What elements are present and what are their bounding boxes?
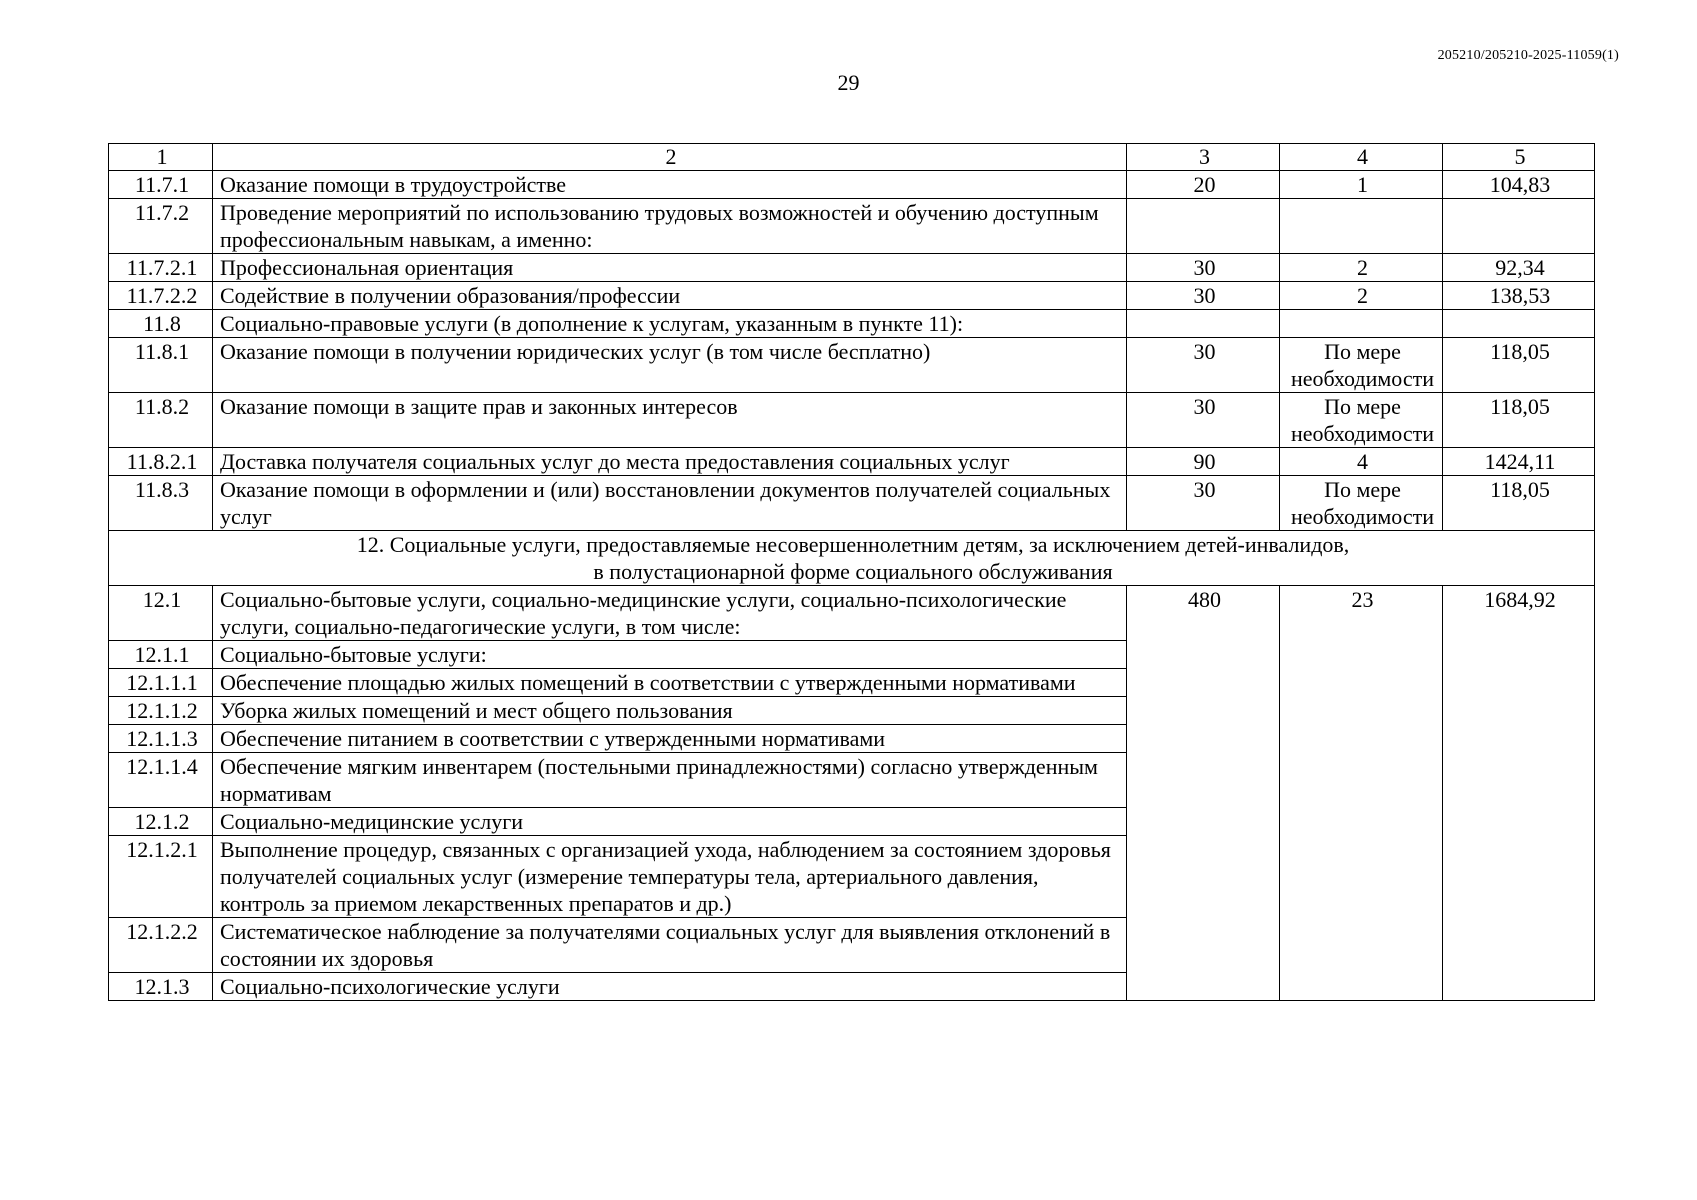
section-header-row xyxy=(109,531,1595,586)
row-col4-value: По мере необходимости xyxy=(1280,476,1443,531)
row-col4-value xyxy=(1280,199,1443,254)
row-col4-value: По мере необходимости xyxy=(1280,393,1443,448)
group-col3-value: 480 xyxy=(1127,586,1280,1001)
row-name: Социально-бытовые услуги: xyxy=(213,641,1127,669)
column-number: 2 xyxy=(213,144,1127,171)
row-name: Социально-правовые услуги (в дополнение к услугам, указанным в пункте 11): xyxy=(213,310,1127,338)
row-code: 12.1.2 xyxy=(109,808,213,836)
section-title-line: 12. Социальные услуги, предоставляемые несовершеннолетним детям, за исключением детей-инвалидов, xyxy=(356,532,1350,557)
column-number: 4 xyxy=(1280,144,1443,171)
row-name: Уборка жилых помещений и мест общего пользования xyxy=(213,697,1127,725)
row-col5-value: 138,53 xyxy=(1443,282,1595,310)
row-name: Обеспечение площадью жилых помещений в соответствии с утвержденными нормативами xyxy=(213,669,1127,697)
section-title xyxy=(109,531,1595,586)
row-code: 11.8 xyxy=(109,310,213,338)
group-col5-value: 1684,92 xyxy=(1443,586,1595,1001)
row-code: 12.1.1.3 xyxy=(109,725,213,753)
column-number: 3 xyxy=(1127,144,1280,171)
row-code: 11.7.2.1 xyxy=(109,254,213,282)
section-title-line: в полустационарной форме социального обслуживания xyxy=(593,559,1113,584)
row-name: Оказание помощи в оформлении и (или) восстановлении документов получателей социальных услуг xyxy=(213,476,1127,531)
row-col4-value: 2 xyxy=(1280,254,1443,282)
row-code: 11.7.1 xyxy=(109,171,213,199)
table-row xyxy=(109,199,1595,254)
column-number: 1 xyxy=(109,144,213,171)
table-row xyxy=(109,338,1595,393)
row-code: 11.8.2 xyxy=(109,393,213,448)
row-col5-value: 92,34 xyxy=(1443,254,1595,282)
row-name: Социально-психологические услуги xyxy=(213,973,1127,1001)
row-code: 11.7.2.2 xyxy=(109,282,213,310)
row-name: Проведение мероприятий по использованию трудовых возможностей и обучению доступным профессиональным навыкам, а именно: xyxy=(213,199,1127,254)
row-code: 11.8.2.1 xyxy=(109,448,213,476)
page-number: 29 xyxy=(837,70,860,95)
row-col3-value: 30 xyxy=(1127,338,1280,393)
table-row xyxy=(109,586,1595,641)
table-row xyxy=(109,476,1595,531)
row-code: 12.1.1.4 xyxy=(109,753,213,808)
row-name: Систематическое наблюдение за получателями социальных услуг для выявления отклонений в состоянии их здоровья xyxy=(213,918,1127,973)
row-col3-value: 30 xyxy=(1127,254,1280,282)
row-col3-value xyxy=(1127,310,1280,338)
row-col3-value: 30 xyxy=(1127,393,1280,448)
row-code: 12.1.1 xyxy=(109,641,213,669)
document-id: 205210/205210-2025-11059(1) xyxy=(1437,48,1619,63)
row-name: Оказание помощи в трудоустройстве xyxy=(213,171,1127,199)
row-code: 12.1.1.1 xyxy=(109,669,213,697)
row-code: 11.8.1 xyxy=(109,338,213,393)
table-row xyxy=(109,254,1595,282)
row-col5-value: 104,83 xyxy=(1443,171,1595,199)
row-code: 11.7.2 xyxy=(109,199,213,254)
row-name: Содействие в получении образования/профессии xyxy=(213,282,1127,310)
row-col4-value: 2 xyxy=(1280,282,1443,310)
row-col5-value: 118,05 xyxy=(1443,338,1595,393)
row-code: 12.1.1.2 xyxy=(109,697,213,725)
row-col3-value: 20 xyxy=(1127,171,1280,199)
column-number-row xyxy=(109,144,1595,171)
row-col5-value xyxy=(1443,199,1595,254)
table-row xyxy=(109,310,1595,338)
row-code: 12.1.3 xyxy=(109,973,213,1001)
group-col4-value: 23 xyxy=(1280,586,1443,1001)
table-row xyxy=(109,282,1595,310)
row-code: 11.8.3 xyxy=(109,476,213,531)
row-name: Оказание помощи в получении юридических услуг (в том числе бесплатно) xyxy=(213,338,1127,393)
row-code: 12.1.2.1 xyxy=(109,836,213,918)
table-row xyxy=(109,393,1595,448)
row-col3-value xyxy=(1127,199,1280,254)
row-col4-value xyxy=(1280,310,1443,338)
row-name: Социально-бытовые услуги, социально-медицинские услуги, социально-психологические услуги, социально-педагогические услуги, в том числе: xyxy=(213,586,1127,641)
row-col3-value: 30 xyxy=(1127,476,1280,531)
row-col4-value: 1 xyxy=(1280,171,1443,199)
row-col3-value: 90 xyxy=(1127,448,1280,476)
table-row xyxy=(109,171,1595,199)
row-col5-value xyxy=(1443,310,1595,338)
row-name: Социально-медицинские услуги xyxy=(213,808,1127,836)
row-col3-value: 30 xyxy=(1127,282,1280,310)
column-number: 5 xyxy=(1443,144,1595,171)
row-col5-value: 1424,11 xyxy=(1443,448,1595,476)
row-col5-value: 118,05 xyxy=(1443,393,1595,448)
table-row xyxy=(109,448,1595,476)
row-code: 12.1.2.2 xyxy=(109,918,213,973)
row-name: Обеспечение мягким инвентарем (постельными принадлежностями) согласно утвержденным нормативам xyxy=(213,753,1127,808)
row-name: Профессиональная ориентация xyxy=(213,254,1127,282)
row-code: 12.1 xyxy=(109,586,213,641)
row-name: Обеспечение питанием в соответствии с утвержденными нормативами xyxy=(213,725,1127,753)
services-table xyxy=(108,143,1595,1001)
row-col4-value: 4 xyxy=(1280,448,1443,476)
table-body xyxy=(109,144,1595,1001)
row-name: Доставка получателя социальных услуг до места предоставления социальных услуг xyxy=(213,448,1127,476)
row-col4-value: По мере необходимости xyxy=(1280,338,1443,393)
row-col5-value: 118,05 xyxy=(1443,476,1595,531)
row-name: Выполнение процедур, связанных с организацией ухода, наблюдением за состоянием здоровья получателей социальных услуг (измерение температуры тела, артериального давления, контроль за приемом лекарственных препаратов и др.) xyxy=(213,836,1127,918)
row-name: Оказание помощи в защите прав и законных интересов xyxy=(213,393,1127,448)
